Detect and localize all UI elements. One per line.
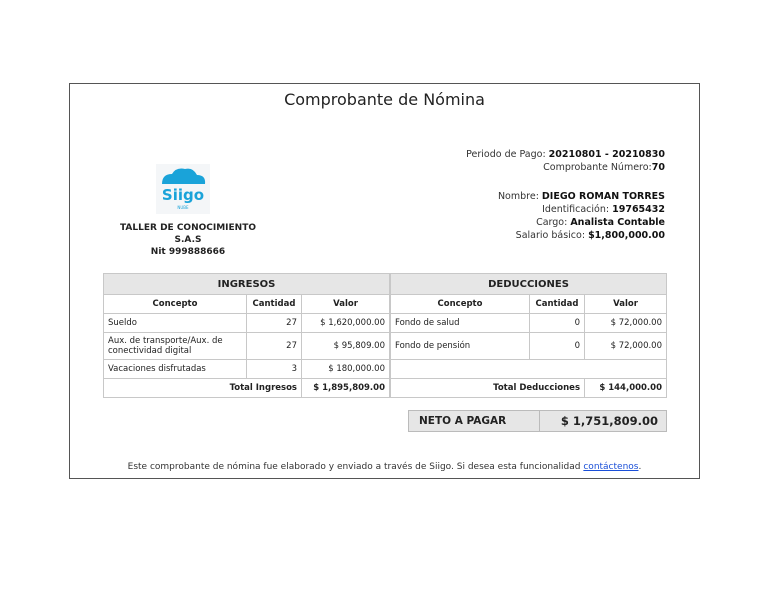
col-cantidad: Cantidad xyxy=(247,295,302,314)
net-pay-divider xyxy=(539,411,540,431)
pay-period: Periodo de Pago: 20210801 - 20210830 xyxy=(466,149,665,160)
cell-cantidad: 27 xyxy=(247,314,302,333)
employee-name: Nombre: DIEGO ROMAN TORRES xyxy=(497,191,665,202)
footer-note xyxy=(70,462,699,472)
col-concepto: Concepto xyxy=(104,295,247,314)
cell-concepto: Fondo de salud xyxy=(391,314,530,333)
cell-cantidad: 0 xyxy=(530,333,585,360)
cell-valor: $ 95,809.00 xyxy=(302,333,390,360)
employee-role: Cargo: Analista Contable xyxy=(536,217,665,228)
company-block xyxy=(108,222,268,258)
net-pay-value: $ 1,751,809.00 xyxy=(560,414,658,428)
table-row xyxy=(391,314,667,333)
cell-concepto: Vacaciones disfrutadas xyxy=(104,360,247,379)
col-valor: Valor xyxy=(302,295,390,314)
footer-end: . xyxy=(638,462,642,472)
logo-subtext: NUBE xyxy=(177,205,189,210)
siigo-logo xyxy=(156,164,210,214)
cell-concepto: Sueldo xyxy=(104,314,247,333)
cell-valor: $ 1,620,000.00 xyxy=(302,314,390,333)
ingresos-heading: INGRESOS xyxy=(104,274,390,295)
footer-text: Este comprobante de nómina fue elaborado y enviado a través de Siigo. Si desea esta funcionalidad xyxy=(127,462,584,472)
cell-valor: $ 72,000.00 xyxy=(585,333,667,360)
company-name: TALLER DE CONOCIMIENTO S.A.S xyxy=(119,223,256,245)
employee-salary: Salario básico: $1,800,000.00 xyxy=(515,230,665,241)
col-concepto: Concepto xyxy=(391,295,530,314)
net-pay-label: NETO A PAGAR xyxy=(419,415,507,427)
ingresos-total-row xyxy=(104,379,390,398)
deducciones-total-row xyxy=(391,379,667,398)
employee-id: Identificación: 19765432 xyxy=(542,204,665,215)
cell-valor: $ 72,000.00 xyxy=(585,314,667,333)
payroll-document xyxy=(69,83,700,479)
cell-valor: $ 180,000.00 xyxy=(302,360,390,379)
cell-cantidad: 0 xyxy=(530,314,585,333)
net-pay-box xyxy=(408,410,667,432)
company-nit: Nit 999888666 xyxy=(150,247,226,257)
voucher-number: Comprobante Número:70 xyxy=(543,162,665,173)
cell-cantidad: 27 xyxy=(247,333,302,360)
total-label: Total Deducciones xyxy=(391,379,585,398)
total-value: $ 1,895,809.00 xyxy=(302,379,390,398)
table-row xyxy=(104,314,390,333)
deducciones-heading: DEDUCCIONES xyxy=(391,274,667,295)
empty-row xyxy=(391,360,667,379)
document-title: Comprobante de Nómina xyxy=(284,90,485,109)
col-valor: Valor xyxy=(585,295,667,314)
ingresos-table xyxy=(103,273,390,398)
table-row xyxy=(104,333,390,360)
col-cantidad: Cantidad xyxy=(530,295,585,314)
cell-concepto: Fondo de pensión xyxy=(391,333,530,360)
table-row xyxy=(104,360,390,379)
employee-info xyxy=(498,190,665,242)
logo-text: Siigo xyxy=(161,186,205,204)
deducciones-table xyxy=(390,273,667,398)
cell-concepto: Aux. de transporte/Aux. de conectividad digital xyxy=(104,333,247,360)
total-value: $ 144,000.00 xyxy=(585,379,667,398)
total-label: Total Ingresos xyxy=(104,379,302,398)
contact-link[interactable]: contáctenos xyxy=(583,462,639,472)
pay-info xyxy=(466,148,665,174)
cell-cantidad: 3 xyxy=(247,360,302,379)
table-row xyxy=(391,333,667,360)
